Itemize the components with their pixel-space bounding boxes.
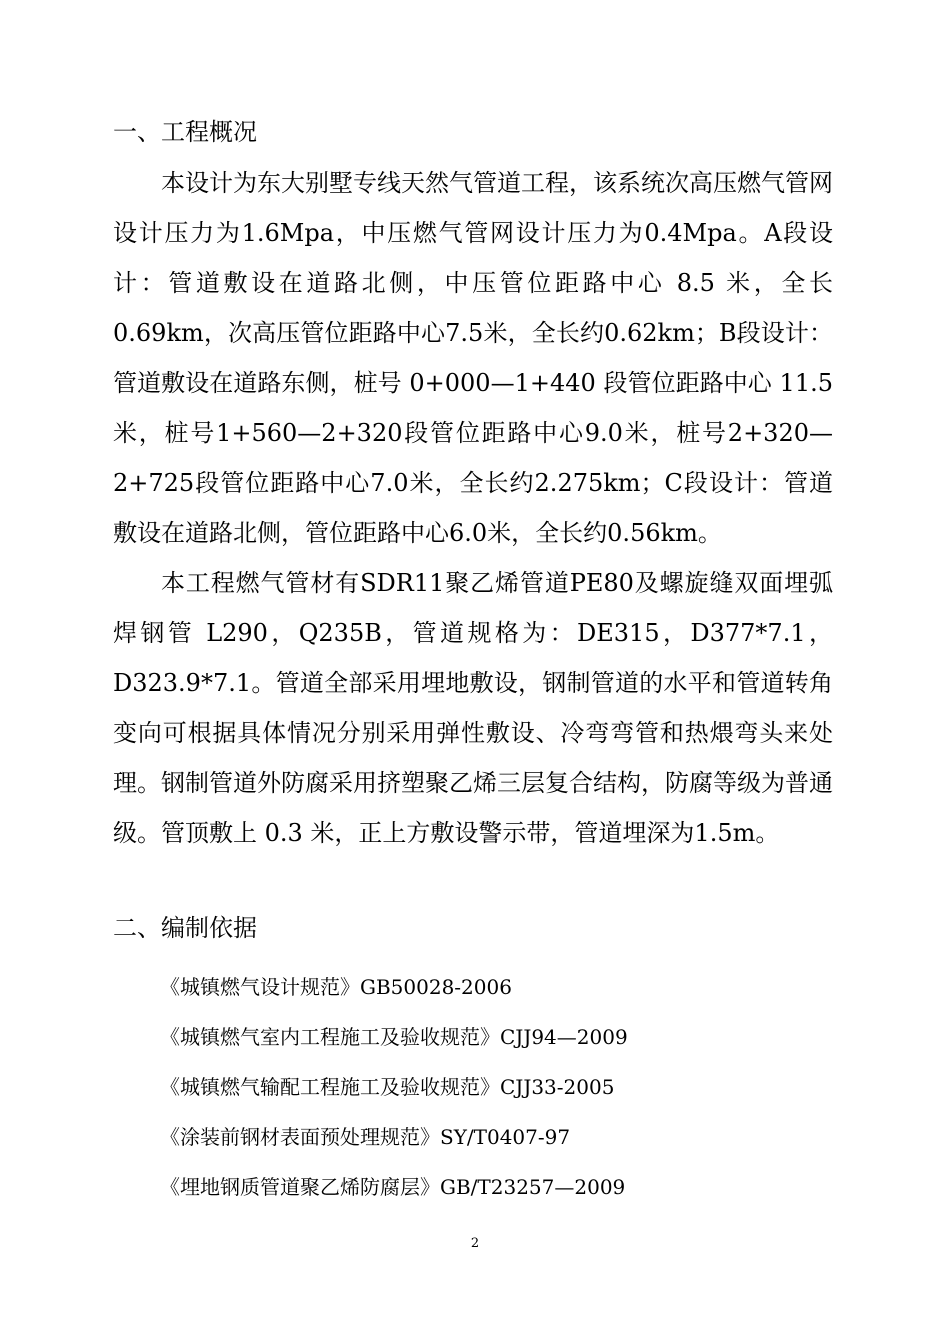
reference-item: 《城镇燃气输配工程施工及验收规范》CJJ33-2005 xyxy=(160,1075,615,1099)
reference-item: 《埋地钢质管道聚乙烯防腐层》GB/T23257—2009 xyxy=(160,1175,626,1199)
reference-list xyxy=(160,962,628,1212)
section-heading-overview: 一、工程概况 xyxy=(113,118,257,146)
paragraph-project-overview: 本设计为东大别墅专线天然气管道工程，该系统次高压燃气管网设计压力为1.6Mpa，中压燃气管网设计压力为0.4Mpa。A段设计：管道敷设在道路北侧，中压管位距路中心 8.5 米，全长0.69km，次高压管位距路中心7.5米，全长约0.62km；B段设计：管道敷设在道路东侧，桩号 0+000—1+440 段管位距路中心 11.5米，桩号1+560—2+320段管位距路中心9.0米，桩号2+320—2+725段管位距路中心7.0米，全长约2.275km；C段设计：管道敷设在道路北侧，管位距路中心6.0米，全长约0.56km。 xyxy=(113,169,833,547)
page-number: 2 xyxy=(470,1236,480,1251)
reference-item: 《城镇燃气室内工程施工及验收规范》CJJ94—2009 xyxy=(160,1025,628,1049)
section-heading-basis: 二、编制依据 xyxy=(113,914,257,942)
paragraph-pipe-materials: 本工程燃气管材有SDR11聚乙烯管道PE80及螺旋缝双面埋弧焊钢管 L290，Q235B，管道规格为：DE315，D377*7.1，D323.9*7.1。管道全部采用埋地敷设，钢制管道的水平和管道转角变向可根据具体情况分别采用弹性敷设、冷弯弯管和热煨弯头来处理。钢制管道外防腐采用挤塑聚乙烯三层复合结构，防腐等级为普通级。管顶敷上 0.3 米，正上方敷设警示带，管道埋深为1.5m。 xyxy=(113,569,833,847)
reference-item: 《城镇燃气设计规范》GB50028-2006 xyxy=(160,975,512,999)
reference-item: 《涂装前钢材表面预处理规范》SY/T0407-97 xyxy=(160,1125,571,1149)
